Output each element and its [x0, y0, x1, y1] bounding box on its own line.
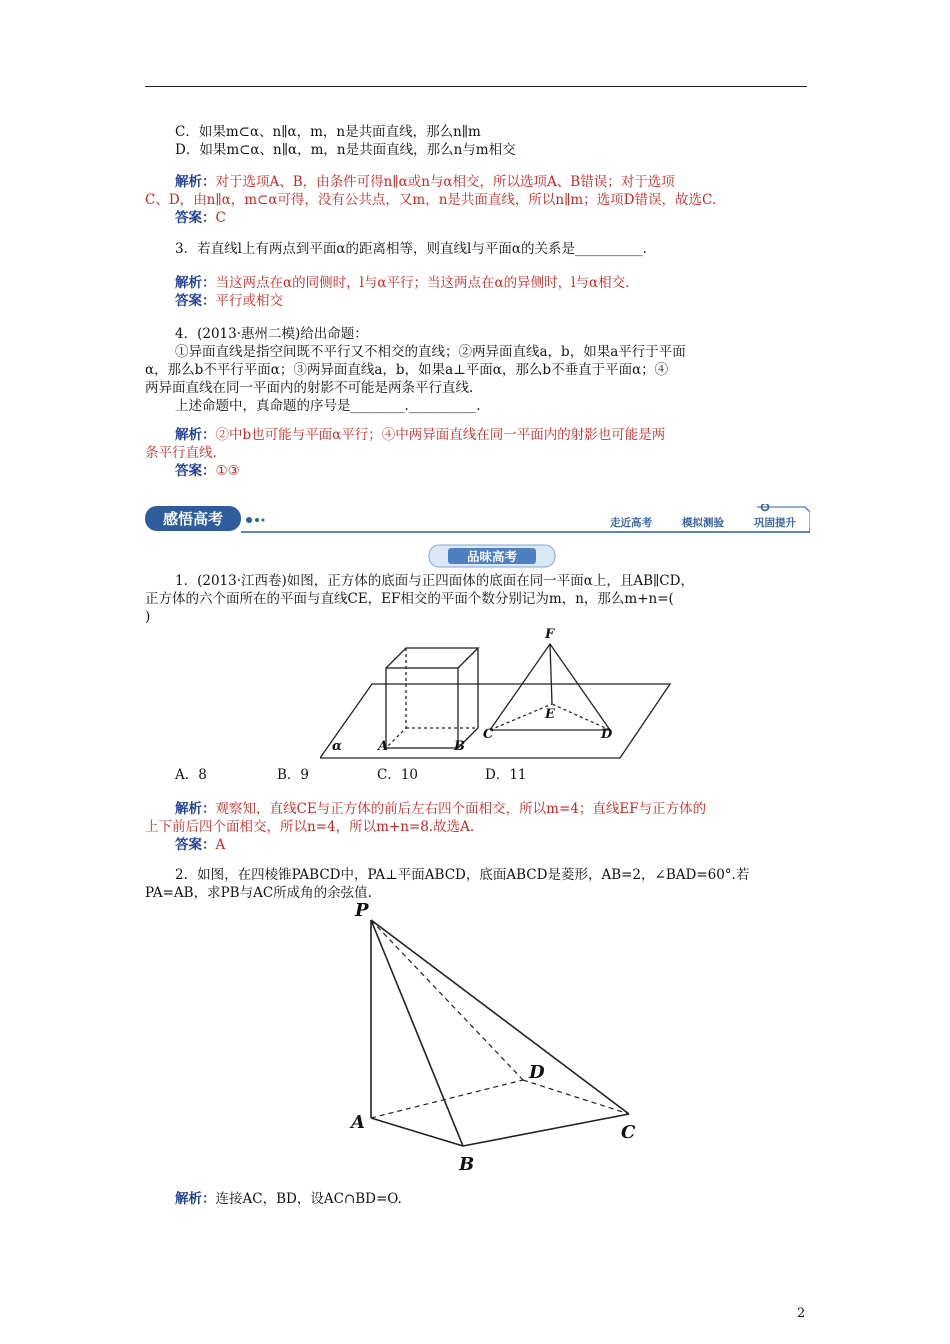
page-number: 2: [797, 1306, 806, 1321]
question-4-stem: 两异面直线在同一平面内的射影不可能是两条平行直线.: [145, 380, 474, 396]
edge-ab: [371, 1118, 463, 1146]
edge-bc: [463, 1114, 629, 1146]
label-e: E: [545, 707, 555, 722]
label-f: F: [545, 627, 555, 642]
label-b: B: [454, 739, 465, 754]
banner-nav-item: 模拟测验: [682, 517, 724, 529]
analysis-label: 解析：: [175, 801, 216, 817]
exam-problem-1: [145, 572, 810, 626]
option-c: C．如果m⊂α、n∥α，m，n是共面直线，那么n∥m: [175, 124, 481, 140]
pyramid-figure: [345, 898, 645, 1178]
edge-dc-hidden: [523, 1080, 629, 1114]
cube-front-face: [386, 668, 458, 748]
problem-2-analysis: [145, 1190, 810, 1208]
label-d: D: [529, 1062, 545, 1083]
sub-banner-title: 品味高考: [466, 549, 518, 564]
banner-dot: [255, 518, 259, 522]
analysis-label: 解析：: [175, 275, 216, 291]
banner-title: 感悟高考: [162, 510, 224, 528]
answer-value: 平行或相交: [215, 293, 283, 309]
label-p: P: [355, 900, 369, 921]
problem-1-stem: 1．(2013·江西卷)如图，正方体的底面与正四面体的底面在同一平面α上，且AB∥CD，: [175, 573, 694, 589]
analysis-label: 解析：: [175, 427, 216, 443]
label-c: C: [483, 727, 494, 742]
answer-label: 答案：: [175, 210, 216, 226]
banner-dot: [262, 519, 265, 522]
answer-label: 答案：: [175, 463, 216, 479]
label-a: A: [378, 739, 389, 754]
analysis-text: ②中b也可能与平面α平行；④中两异面直线在同一平面内的射影也可能是两: [215, 427, 666, 443]
label-c: C: [621, 1122, 636, 1143]
question-3-analysis: [145, 274, 810, 310]
problem-1-stem: 正方体的六个面所在的平面与直线CE，EF相交的平面个数分别记为m，n，那么m+n=(: [145, 591, 674, 607]
analysis-text-cont: 上下前后四个面相交，所以n=4，所以m+n=8.故选A.: [145, 819, 475, 835]
prev-question-options: [145, 123, 810, 159]
analysis-text: 观察知，直线CE与正方体的前后左右四个面相交，所以m=4；直线EF与正方体的: [215, 801, 707, 817]
analysis-label: 解析：: [175, 1191, 216, 1207]
option-a: A．8: [175, 767, 207, 783]
answer-value: ①③: [215, 463, 240, 479]
analysis-text-cont: C、D，由n∥α，m⊂α可得，没有公共点，又m，n是共面直线，所以n∥m；选项D错误，故选C.: [145, 192, 717, 208]
question-4: [145, 325, 810, 415]
option-d: D．11: [485, 767, 527, 783]
banner-nav-item: 走近高考: [610, 517, 652, 529]
answer-label: 答案：: [175, 293, 216, 309]
answer-label: 答案：: [175, 837, 216, 853]
label-d: D: [601, 727, 613, 742]
question-4-stem: α，那么b不平行平面α；③两异面直线a，b，如果a⊥平面α，那么b不垂直于平面α；④: [145, 362, 669, 378]
question-3-stem: 3．若直线l上有两点到平面α的距离相等，则直线l与平面α的关系是__________.: [175, 241, 647, 257]
question-4-stem: 上述命题中，真命题的序号是________.__________.: [175, 398, 481, 414]
sub-banner: [428, 544, 556, 568]
header-rule: [145, 86, 807, 87]
cube-top-edges: [386, 648, 478, 668]
analysis-label: 解析：: [175, 174, 216, 190]
answer-value: A: [215, 837, 226, 853]
section-banner: [145, 504, 810, 534]
problem-2-stem: 2．如图，在四棱锥PABCD中，PA⊥平面ABCD，底面ABCD是菱形，AB=2，∠BAD=60°.若: [175, 867, 750, 883]
question-3: [145, 240, 810, 258]
exam-problem-2: [145, 866, 810, 902]
cube-hidden-edges: [386, 648, 406, 748]
analysis-text: 当这两点在α的同侧时，l与α平行；当这两点在α的异侧时，l与α相交.: [215, 275, 630, 291]
banner-dot: [246, 517, 252, 523]
plane-alpha: [320, 684, 670, 758]
problem-2-stem: PA=AB，求PB与AC所成角的余弦值.: [145, 885, 372, 901]
question-4-stem: 4．(2013·惠州二模)给出命题：: [175, 326, 368, 342]
label-alpha: α: [332, 739, 343, 754]
problem-1-options: [145, 766, 810, 784]
option-d: D．如果m⊂α、n∥α，m，n是共面直线，那么n与m相交: [175, 142, 516, 158]
tetra-edge-ef: [550, 644, 552, 704]
analysis-text-cont: 条平行直线.: [145, 445, 217, 461]
cube-right-edges: [458, 648, 478, 748]
answer-value: C: [215, 210, 226, 226]
problem-1-analysis: [145, 800, 810, 854]
prev-question-analysis: [145, 173, 810, 227]
label-b: B: [459, 1154, 475, 1175]
question-4-analysis: [145, 426, 810, 480]
problem-1-stem: ): [145, 609, 151, 625]
analysis-text: 连接AC，BD，设AC∩BD=O.: [215, 1191, 402, 1207]
analysis-text: 对于选项A、B，由条件可得n∥α或n与α相交，所以选项A、B错误；对于选项: [215, 174, 675, 190]
edge-ad-hidden: [371, 1080, 523, 1118]
question-4-stem: ①异面直线是指空间既不平行又不相交的直线；②两异面直线a，b，如果a平行于平面: [175, 344, 686, 360]
option-b: B．9: [277, 767, 310, 783]
option-c: C．10: [377, 767, 419, 783]
edge-pd-hidden: [371, 920, 523, 1080]
banner-nav-item: 巩固提升: [754, 517, 796, 529]
cube-tetrahedron-figure: [320, 626, 680, 766]
label-a: A: [351, 1112, 365, 1133]
